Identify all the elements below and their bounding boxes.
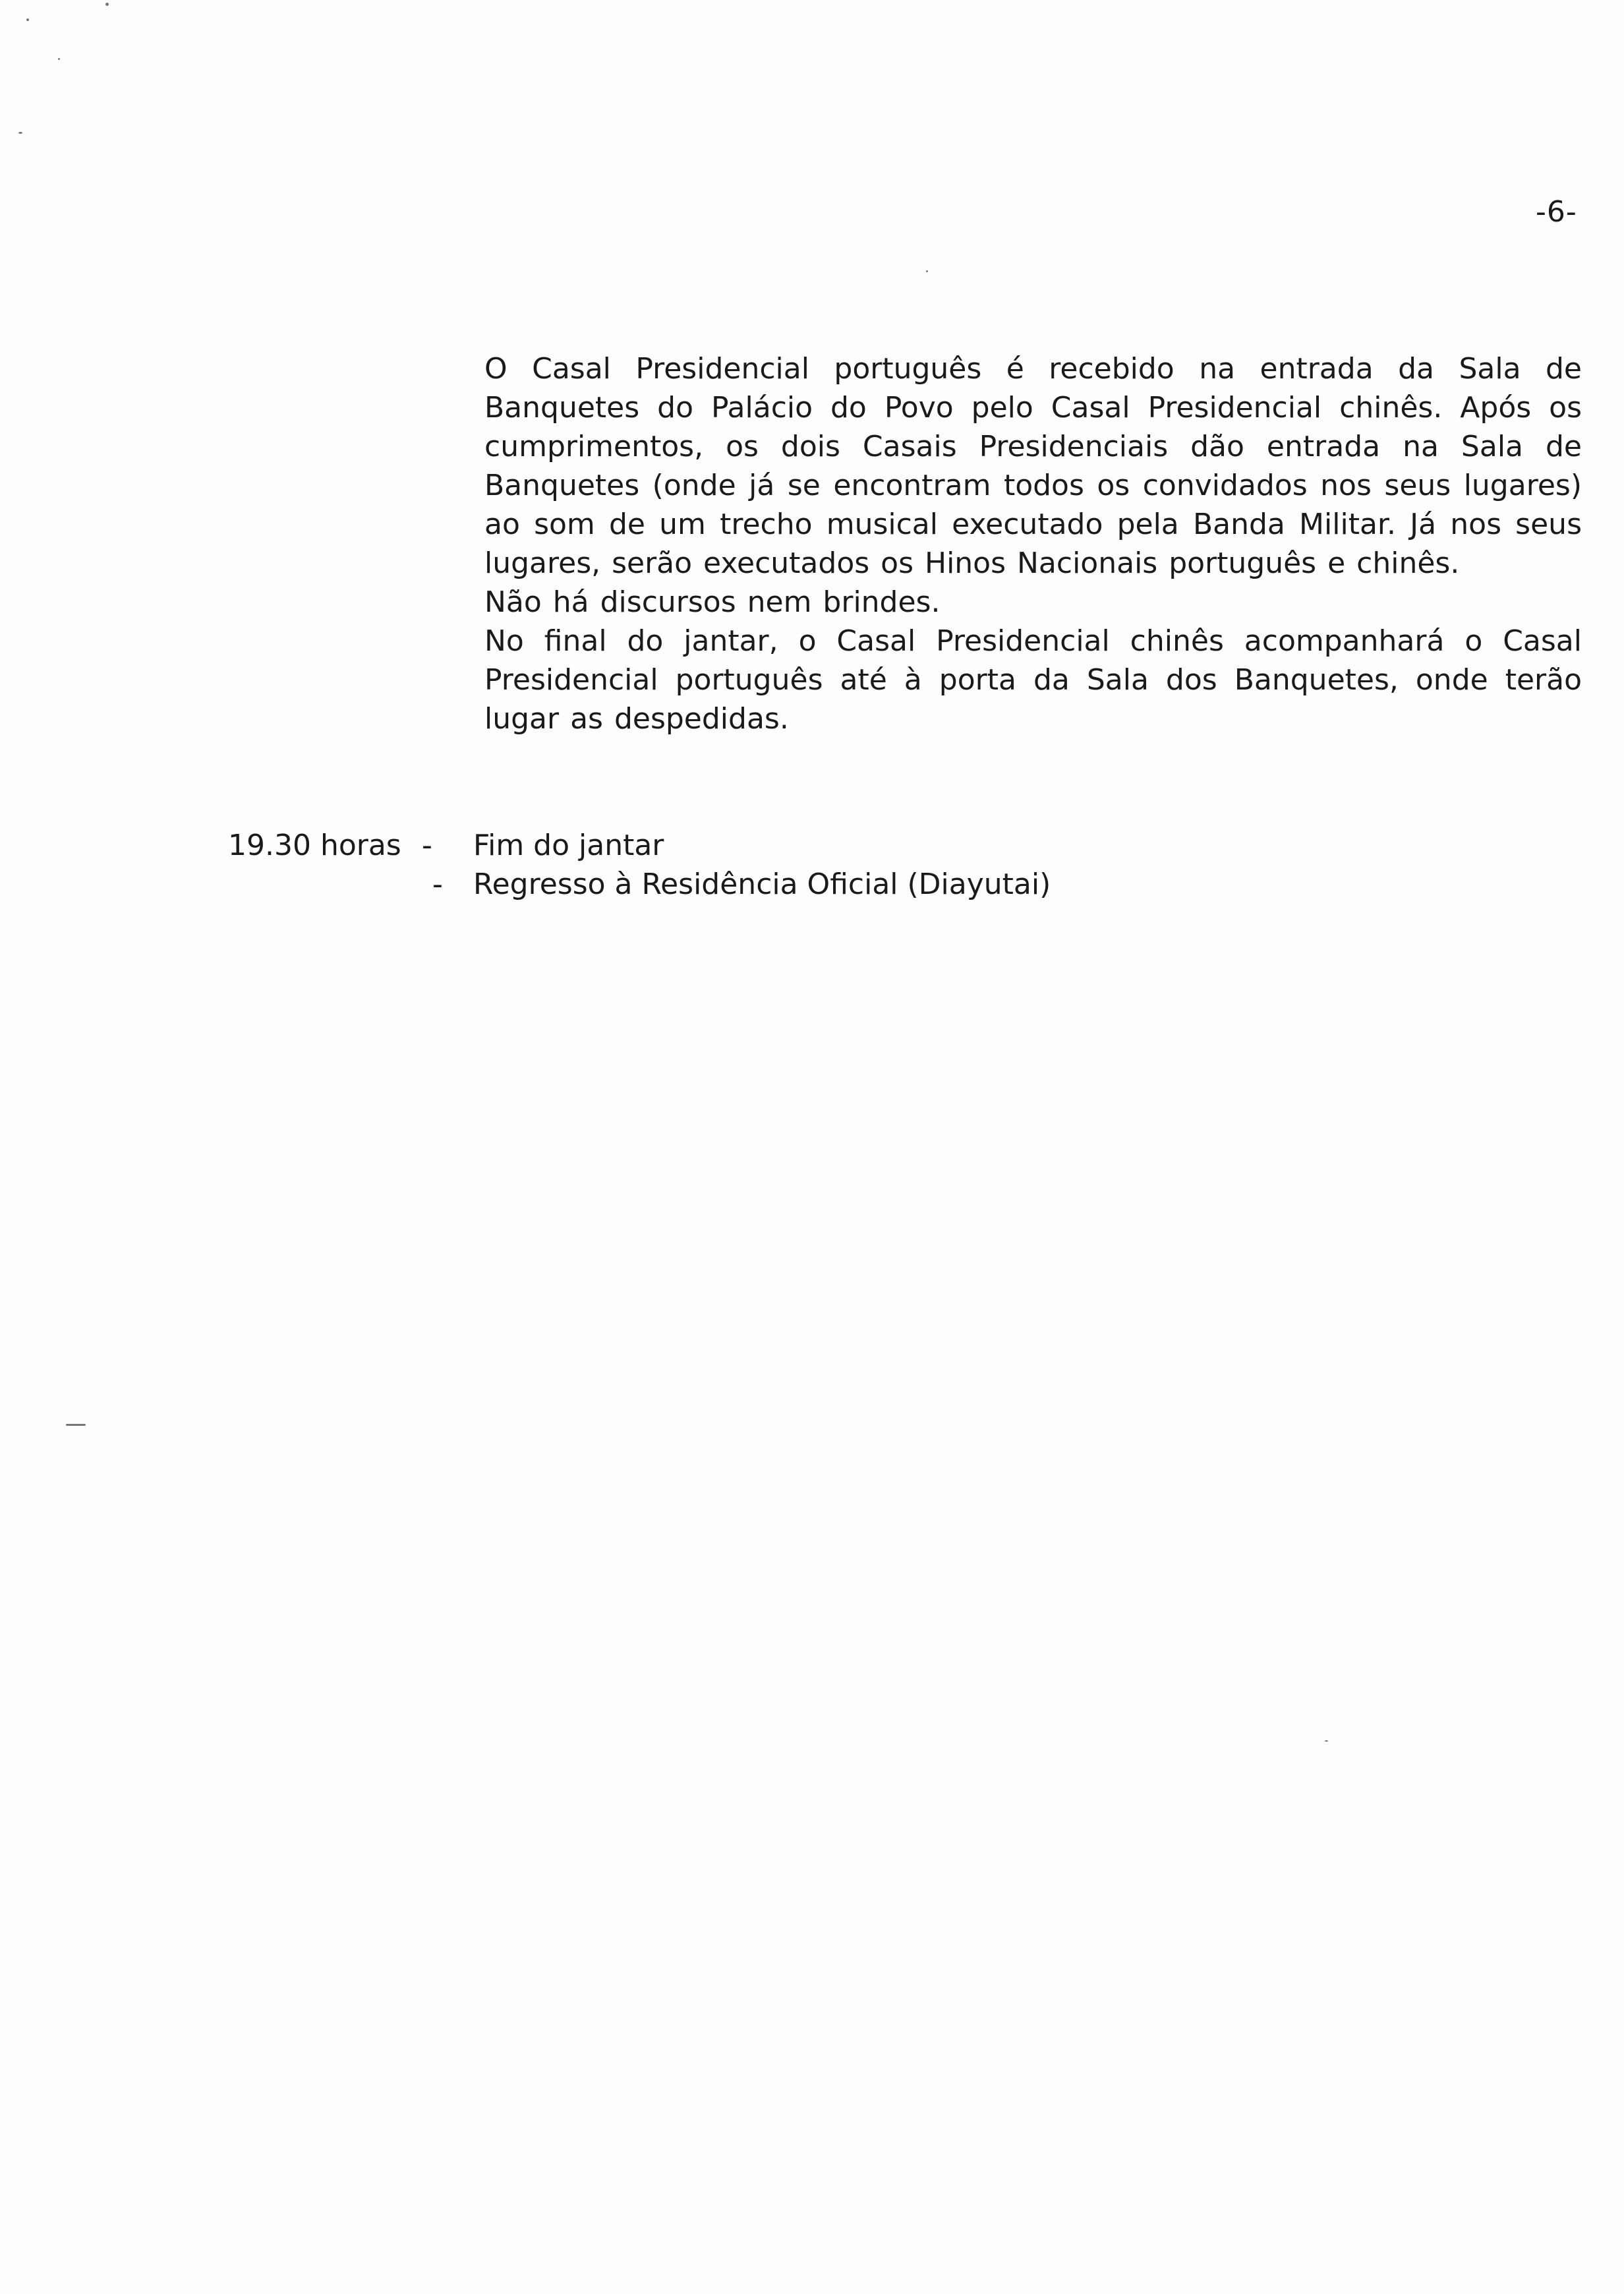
schedule-entry: Regresso à Residência Oficial (Diayutai) [473,868,1051,901]
schedule-time: 19.30 horas [228,829,401,862]
scan-speck [58,58,60,60]
scan-speck [926,270,928,272]
paragraph-farewell: No final do jantar, o Casal Presidencial chinês acompanhará o Casal Presidencial português até à porta da Sala dos Banquetes, onde terão lugar as despedidas. [484,624,1582,736]
scan-speck [18,132,22,134]
schedule-dash: - [422,829,432,862]
paragraph-no-speeches: Não há discursos nem brindes. [484,585,941,619]
page-number: -6- [1536,195,1577,229]
schedule-entry: Fim do jantar [473,829,664,862]
scan-speck [26,18,29,21]
scan-speck [1325,1740,1328,1742]
paragraph-reception: O Casal Presidencial português é recebido na entrada da Sala de Banquetes do Palácio do Povo pelo Casal Presidencial chinês. Após os cumprimentos, os dois Casais Presidenciais dão entrada na Sala de Banquetes (onde já se encontram todos os convidados nos seus lugares) ao som de um trecho musical executado pela Banda Militar. Já nos seus lugares, serão executados os Hinos Nacionais português e chinês. [484,352,1582,580]
schedule-dash: - [432,868,443,901]
scan-speck [105,3,109,6]
body-text-block [484,349,1582,738]
scan-speck [66,1424,86,1426]
